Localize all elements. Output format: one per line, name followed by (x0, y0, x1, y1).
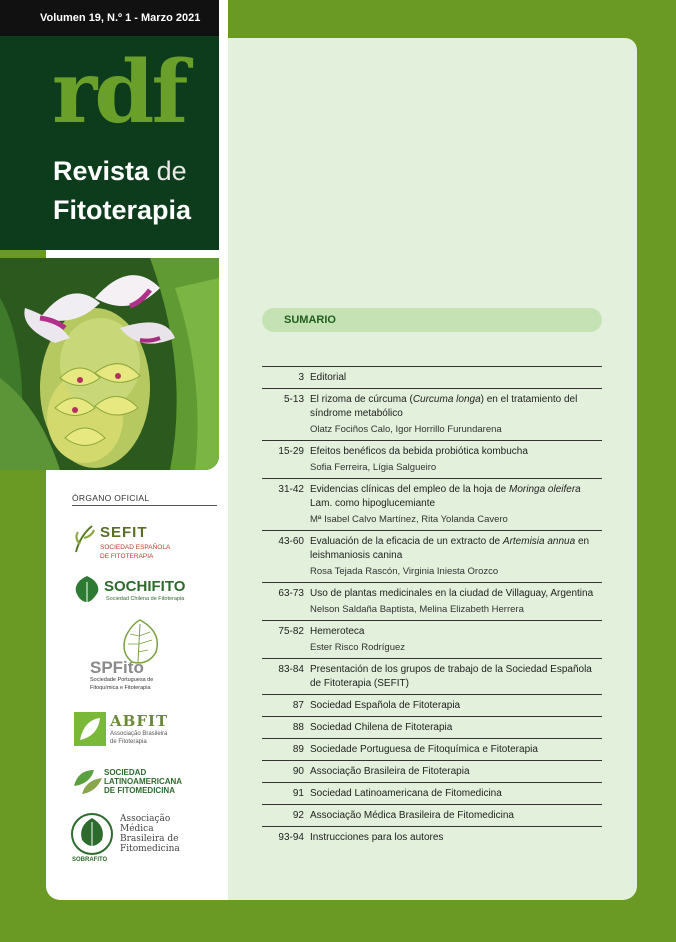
toc-authors: Ester Risco Rodríguez (310, 642, 406, 653)
toc-title (310, 535, 602, 563)
toc-row (262, 716, 602, 738)
sefit-name: SEFIT (100, 524, 148, 541)
toc-row (262, 826, 602, 848)
title-word-revista: Revista (53, 156, 150, 186)
toc-title: Hemeroteca (310, 626, 365, 637)
table-of-contents (262, 366, 602, 848)
toc-pages: 63-73 (278, 588, 304, 599)
toc-pages: 88 (292, 722, 304, 733)
spfito-sub2: Fitoquímica e Fitoterapia (90, 685, 151, 691)
organo-oficial-label: ÓRGANO OFICIAL (72, 493, 150, 503)
toc-entry (310, 393, 602, 437)
sochifito-logo (72, 574, 222, 608)
toc-entry (310, 699, 602, 713)
toc-authors: Rosa Tejada Rascón, Virginia Iniesta Orozco (310, 566, 499, 577)
toc-pages: 89 (292, 744, 304, 755)
toc-row (262, 620, 602, 658)
organo-divider (72, 505, 217, 506)
toc-title-text: ) en el tratamiento del síndrome metabólico (310, 394, 578, 419)
toc-pages: 87 (292, 700, 304, 711)
toc-pages: 92 (292, 810, 304, 821)
toc-pages: 5-13 (283, 394, 304, 405)
abfit-logo (74, 712, 214, 748)
toc-entry (310, 831, 602, 845)
sobrafito-badge: SOBRAFITO (72, 857, 108, 863)
sefit-logo (72, 522, 222, 564)
toc-title: Associação Brasileira de Fitoterapia (310, 766, 470, 777)
toc-entry (310, 663, 602, 691)
toc-title: Sociedade Portuguesa de Fitoquímica e Fitoterapia (310, 744, 538, 755)
toc-row (262, 694, 602, 716)
toc-authors: Olatz Fociños Calo, Igor Horrillo Furundarena (310, 424, 502, 435)
toc-row (262, 440, 602, 478)
toc-row (262, 582, 602, 620)
title-word-de: de (156, 156, 187, 186)
journal-logo: rdf (52, 42, 186, 143)
abfit-leaf-icon (74, 712, 106, 746)
toc-entry (310, 535, 602, 579)
toc-title: Editorial (310, 372, 347, 383)
spfito-name: SPFito (90, 658, 144, 677)
toc-title-text: Lam. como hipoglucemiante (310, 498, 436, 509)
toc-title: Efeitos benéficos da bebida probiótica kombucha (310, 446, 528, 457)
sobrafito-line1: Associação (120, 814, 171, 824)
toc-row (262, 804, 602, 826)
latinoamericana-line2: LATINOAMERICANA (104, 777, 183, 786)
toc-title-text: El rizoma de cúrcuma ( (310, 394, 413, 405)
toc-row (262, 530, 602, 582)
toc-pages: 90 (292, 766, 304, 777)
toc-entry (310, 445, 602, 475)
toc-entry (310, 371, 602, 385)
toc-pages: 91 (292, 788, 304, 799)
spfito-logo (90, 618, 210, 696)
abfit-leaf-svg (74, 712, 106, 746)
toc-pages: 83-84 (278, 664, 304, 675)
sumario-heading: SUMARIO (262, 308, 602, 332)
toc-row (262, 782, 602, 804)
toc-authors: Sofia Ferreira, Lígia Salgueiro (310, 462, 437, 473)
sefit-leaf-icon (72, 524, 98, 554)
toc-entry (310, 587, 602, 617)
toc-entry (310, 743, 602, 757)
toc-title-species: Artemisia annua (502, 536, 576, 547)
cover-photo-curcuma-flower (0, 258, 219, 470)
sobrafito-text (120, 814, 180, 854)
toc-entry (310, 721, 602, 735)
toc-entry (310, 787, 602, 801)
toc-title: Sociedad Chilena de Fitoterapia (310, 722, 453, 733)
sochifito-sub1: Sociedad Chilena de Fitoterapia (106, 596, 185, 602)
toc-title-text: Evidencias clínicas del empleo de la hoja de (310, 484, 510, 495)
toc-title (310, 393, 602, 421)
sefit-sub1: SOCIEDAD ESPAÑOLA (100, 544, 171, 551)
toc-row (262, 366, 602, 388)
abfit-name: ABFIT (110, 712, 169, 730)
toc-pages: 43-60 (278, 536, 304, 547)
toc-title-text: Evaluación de la eficacia de un extracto de (310, 536, 503, 547)
latinoamericana-line3: DE FITOMEDICINA (104, 786, 175, 795)
abfit-sub2: de Fitoterapia (110, 739, 147, 745)
spfito-sub1: Sociedade Portuguesa de (90, 677, 154, 683)
journal-title-line2: Fitoterapia (53, 195, 192, 225)
sobrafito-logo (70, 812, 220, 866)
latinoamericana-line1: SOCIEDAD (104, 768, 147, 777)
toc-authors: Mª Isabel Calvo Martínez, Rita Yolanda Cavero (310, 514, 508, 525)
toc-row (262, 738, 602, 760)
toc-row (262, 388, 602, 440)
toc-title: Associação Médica Brasileira de Fitomedicina (310, 810, 514, 821)
toc-title-species: Curcuma longa (412, 394, 481, 405)
toc-row (262, 478, 602, 530)
toc-pages: 31-42 (278, 484, 304, 495)
sefit-sub2: DE FITOTERAPIA (100, 553, 154, 560)
sobrafito-emblem-icon (70, 812, 114, 856)
toc-title-text: en leishmaniosis canina (310, 536, 590, 561)
sochifito-name: SOCHIFITO (104, 578, 186, 595)
toc-pages: 3 (298, 372, 304, 383)
abfit-sub1: Associação Brasileira (110, 731, 168, 737)
latinoamericana-leaf-icon (72, 766, 104, 796)
volume-bar: Volumen 19, N.º 1 - Marzo 2021 (0, 0, 219, 36)
sobrafito-line2: Médica (120, 824, 154, 834)
toc-pages: 15-29 (278, 446, 304, 457)
toc-pages: 75-82 (278, 626, 304, 637)
toc-title: Sociedad Española de Fitoterapia (310, 700, 461, 711)
toc-title: Uso de plantas medicinales en la ciudad de Villaguay, Argentina (310, 588, 594, 599)
toc-title-species: Moringa oleifera (509, 484, 581, 495)
latinoamericana-logo (72, 766, 222, 798)
toc-entry (310, 625, 602, 655)
toc-title: Sociedad Latinoamericana de Fitomedicina (310, 788, 502, 799)
toc-row (262, 760, 602, 782)
toc-entry (310, 809, 602, 823)
toc-title (310, 483, 602, 511)
toc-title: Instrucciones para los autores (310, 832, 444, 843)
toc-entry (310, 483, 602, 527)
toc-title: Presentación de los grupos de trabajo de la Sociedad Española de Fitoterapia (SEFIT) (310, 664, 592, 689)
flower-illustration (0, 258, 219, 470)
journal-title-line1 (53, 158, 187, 185)
toc-row (262, 658, 602, 694)
toc-entry (310, 765, 602, 779)
sobrafito-line4: Fitomedicina (120, 844, 180, 854)
sobrafito-line3: Brasileira de (120, 834, 179, 844)
toc-pages: 93-94 (278, 832, 304, 843)
toc-authors: Nelson Saldaña Baptista, Melina Elizabeth Herrera (310, 604, 524, 615)
sochifito-leaf-icon (72, 574, 102, 604)
